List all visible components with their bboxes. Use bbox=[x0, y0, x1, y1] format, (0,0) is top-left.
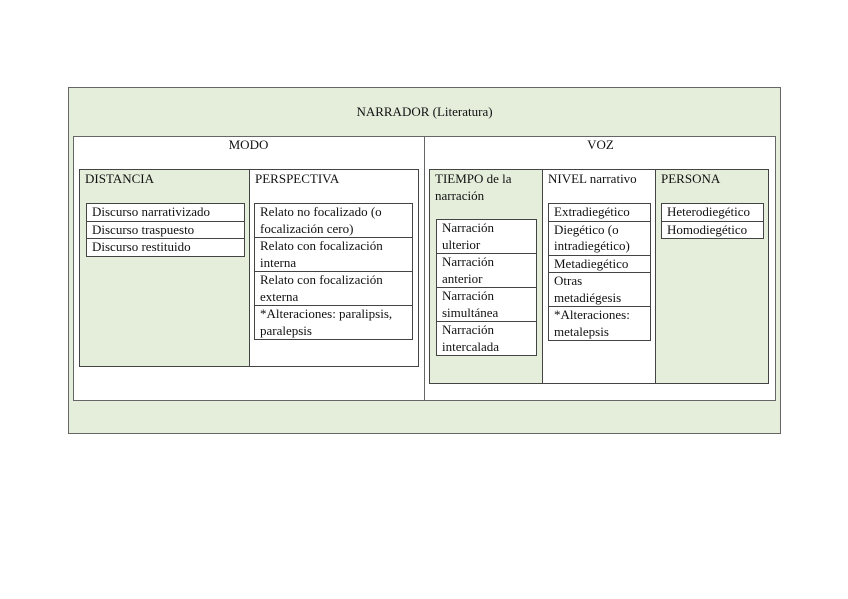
nivel-panel bbox=[542, 169, 656, 384]
voz-heading: VOZ bbox=[587, 137, 614, 152]
nivel-item: Otras metadiégesis bbox=[549, 273, 650, 307]
perspectiva-item: Relato con focalización interna bbox=[255, 238, 412, 272]
perspectiva-panel bbox=[249, 169, 419, 367]
distancia-item: Discurso narrativizado bbox=[87, 204, 244, 222]
nivel-item: *Alteraciones: metalepsis bbox=[554, 307, 630, 339]
diagram-title: NARRADOR (Literatura) bbox=[356, 104, 493, 119]
perspectiva-list bbox=[254, 203, 413, 340]
tiempo-item: Narración simultánea bbox=[437, 288, 536, 322]
modo-voz-divider bbox=[424, 136, 425, 401]
tiempo-panel bbox=[429, 169, 543, 384]
tiempo-list bbox=[436, 219, 537, 356]
nivel-item: Diegético (o intradiegético) bbox=[549, 222, 650, 256]
nivel-list bbox=[548, 203, 651, 341]
perspectiva-label: PERSPECTIVA bbox=[255, 171, 340, 186]
distancia-label: DISTANCIA bbox=[85, 171, 155, 186]
persona-item: Heterodiegético bbox=[662, 204, 763, 222]
persona-label: PERSONA bbox=[661, 171, 721, 186]
distancia-item: Discurso restituido bbox=[92, 239, 191, 254]
perspectiva-item: *Alteraciones: paralipsis, paralepsis bbox=[260, 306, 393, 338]
persona-panel bbox=[655, 169, 769, 384]
tiempo-item: Narración intercalada bbox=[442, 322, 500, 354]
nivel-item: Metadiegético bbox=[549, 256, 650, 274]
distancia-panel bbox=[79, 169, 250, 367]
distancia-list bbox=[86, 203, 245, 257]
tiempo-item: Narración ulterior bbox=[437, 220, 536, 254]
perspectiva-item: Relato con focalización externa bbox=[255, 272, 412, 306]
persona-list bbox=[661, 203, 764, 239]
nivel-item: Extradiegético bbox=[549, 204, 650, 222]
tiempo-item: Narración anterior bbox=[437, 254, 536, 288]
nivel-label: NIVEL narrativo bbox=[548, 171, 637, 186]
modo-heading: MODO bbox=[228, 137, 269, 152]
distancia-item: Discurso traspuesto bbox=[87, 222, 244, 240]
tiempo-label: TIEMPO de la narración bbox=[435, 171, 512, 203]
persona-item: Homodiegético bbox=[667, 221, 748, 237]
perspectiva-item: Relato no focalizado (o focalización cero) bbox=[255, 204, 412, 238]
